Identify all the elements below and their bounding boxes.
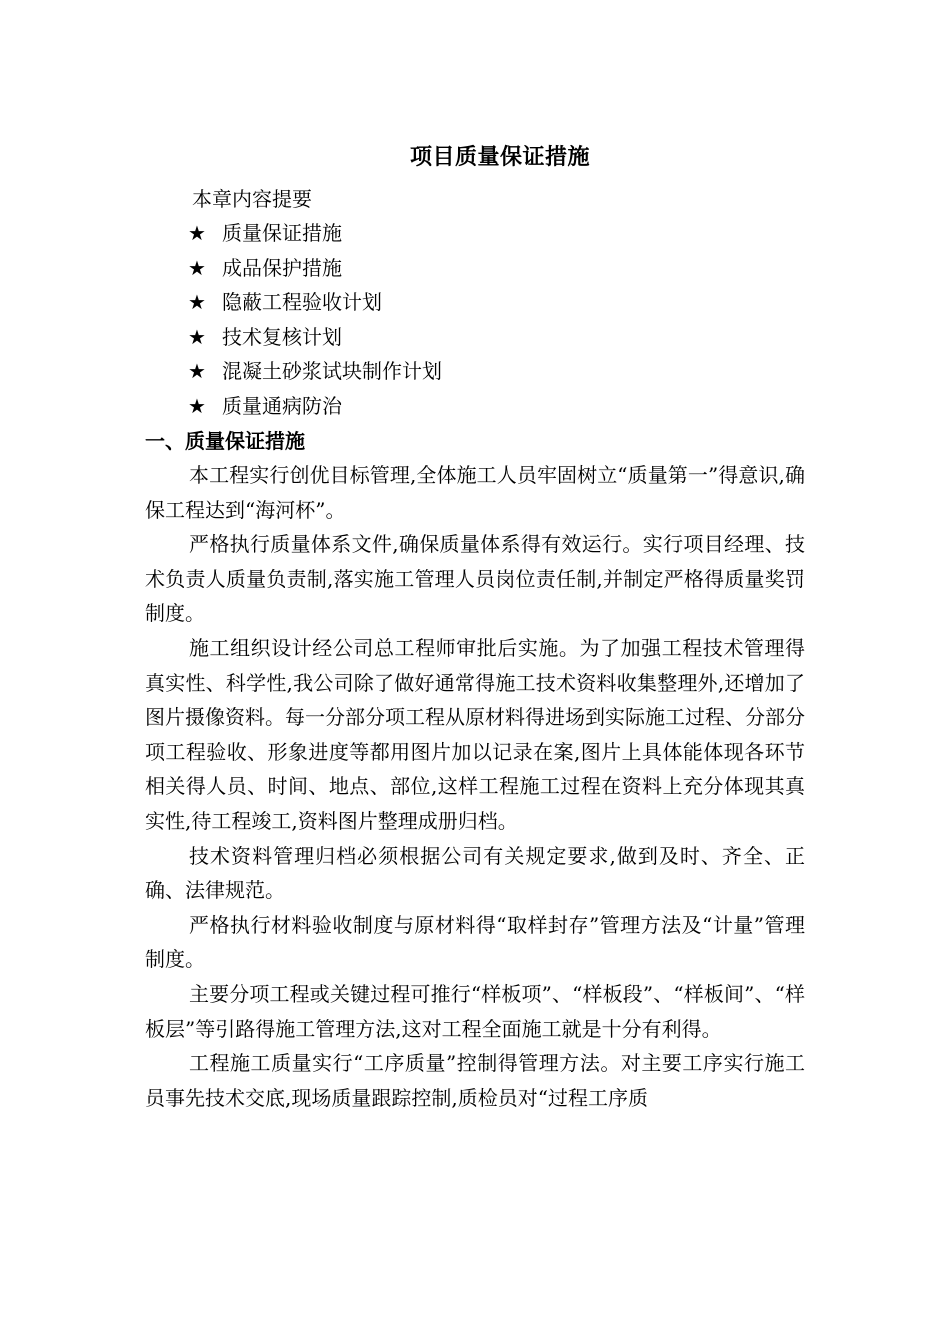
body-paragraph: 施工组织设计经公司总工程师审批后实施。为了加强工程技术管理得真实性、科学性,我公司除了做好通常得施工技术资料收集整理外,还增加了图片摄像资料。每一分部分项工程从原材料得进场到实际施工过程、分部分项工程验收、形象进度等都用图片加以记录在案,图片上具体能体现各环节相关得人员、时间、地点、部位,这样工程施工过程在资料上充分体现其真实性,待工程竣工,资料图片整理成册归档。: [145, 635, 805, 833]
summary-item-text: 质量通病防治: [222, 393, 342, 418]
body-paragraph: 严格执行质量体系文件,确保质量体系得有效运行。实行项目经理、技术负责人质量负责制,落实施工管理人员岗位责任制,并制定严格得质量奖罚制度。: [145, 532, 805, 626]
star-icon: ★: [188, 290, 206, 315]
summary-item-text: 技术复核计划: [222, 324, 342, 349]
summary-item-text: 质量保证措施: [222, 221, 342, 245]
summary-item-text: 成品保护措施: [222, 255, 342, 280]
summary-item: [188, 251, 442, 286]
summary-item-text: 混凝土砂浆试块制作计划: [222, 359, 442, 384]
body-paragraph: 主要分项工程或关键过程可推行“样板项”、“样板段”、“样板间”、“样板层”等引路得施工管理方法,这对工程全面施工就是十分有利得。: [145, 981, 805, 1041]
star-icon: ★: [188, 324, 206, 349]
section-body: [145, 458, 805, 1115]
summary-item: [188, 285, 442, 320]
section-heading: 一、质量保证措施: [145, 429, 305, 453]
body-paragraph: 本工程实行创优目标管理,全体施工人员牢固树立“质量第一”得意识,确保工程达到“海河杯”。: [145, 463, 805, 522]
summary-item: [188, 320, 442, 355]
star-icon: ★: [188, 255, 206, 280]
body-paragraph: 工程施工质量实行“工序质量”控制得管理方法。对主要工序实行施工员事先技术交底,现场质量跟踪控制,质检员对“过程工序质: [145, 1051, 805, 1110]
summary-item: [188, 354, 442, 389]
summary-item: [188, 216, 442, 251]
body-paragraph: 技术资料管理归档必须根据公司有关规定要求,做到及时、齐全、正确、法律规范。: [145, 843, 805, 903]
document-title: 项目质量保证措施: [409, 144, 590, 170]
star-icon: ★: [188, 359, 206, 384]
star-icon: ★: [188, 221, 206, 245]
star-icon: ★: [188, 393, 206, 418]
body-paragraph: 严格执行材料验收制度与原材料得“取样封存”管理方法及“计量”管理制度。: [145, 912, 805, 972]
summary-item-text: 隐蔽工程验收计划: [222, 290, 382, 315]
chapter-summary-list: [188, 216, 442, 424]
summary-item: [188, 389, 442, 424]
chapter-summary-heading: 本章内容提要: [192, 187, 312, 211]
